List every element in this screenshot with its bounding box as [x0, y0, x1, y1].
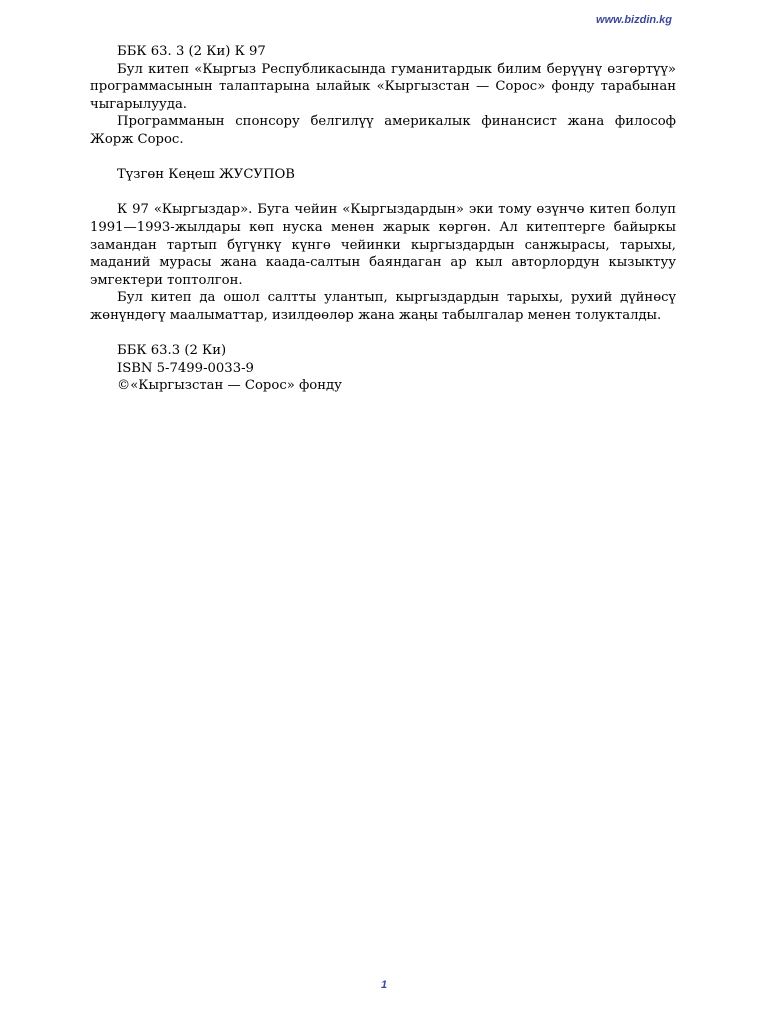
document-body	[90, 43, 676, 395]
abstract-paragraph: К 97 «Кыргыздар». Буга чейин «Кыргыздардын» эки тому өзүнчө китеп болуп 1991—1993-жылдары көп нуска менен жарык көргөн. Ал китептерге байыркы замандан тартып бүгүнкү күнгө чейинки кыргыздардын санжырасы, тарыхы, маданий мурасы жана каада-салтын баяндаган ар кыл авторлордун кызыктуу эмгектери топтолгон.	[90, 202, 676, 288]
copyright-line: ©«Кыргызстан — Сорос» фонду	[117, 378, 342, 394]
spacer	[90, 149, 676, 167]
bbk-classification: ББК 63. 3 (2 Ки) К 97	[117, 44, 266, 59]
isbn-line: ISBN 5-7499-0033-9	[117, 360, 254, 376]
abstract-continuation-paragraph: Бул китеп да ошол салтты улантып, кыргыздардын тарыхы, рухий дүйнөсү жөнүндөгү маалыматтар, изилдөөлөр жана жаңы табылгалар менен толукталды.	[90, 290, 676, 323]
page-number: 1	[380, 979, 388, 991]
bbk-code: ББК 63.3 (2 Ки)	[117, 343, 227, 359]
spacer	[90, 184, 676, 202]
spacer	[90, 325, 676, 343]
intro-paragraph: Бул китеп «Кыргыз Республикасында гуманитардык билим берүүнү өзгөртүү» программасынын талаптарына ылайык «Кыргызстан — Сорос» фонду тарабынан чыгарылууда.	[90, 61, 676, 112]
compiler-line: Түзгөн Кеңеш ЖУСУПОВ	[117, 167, 295, 183]
sponsor-paragraph: Программанын спонсору белгилүү америкалык финансист жана философ Жорж Сорос.	[90, 114, 676, 147]
site-link[interactable]: www.bizdin.kg	[596, 14, 672, 26]
